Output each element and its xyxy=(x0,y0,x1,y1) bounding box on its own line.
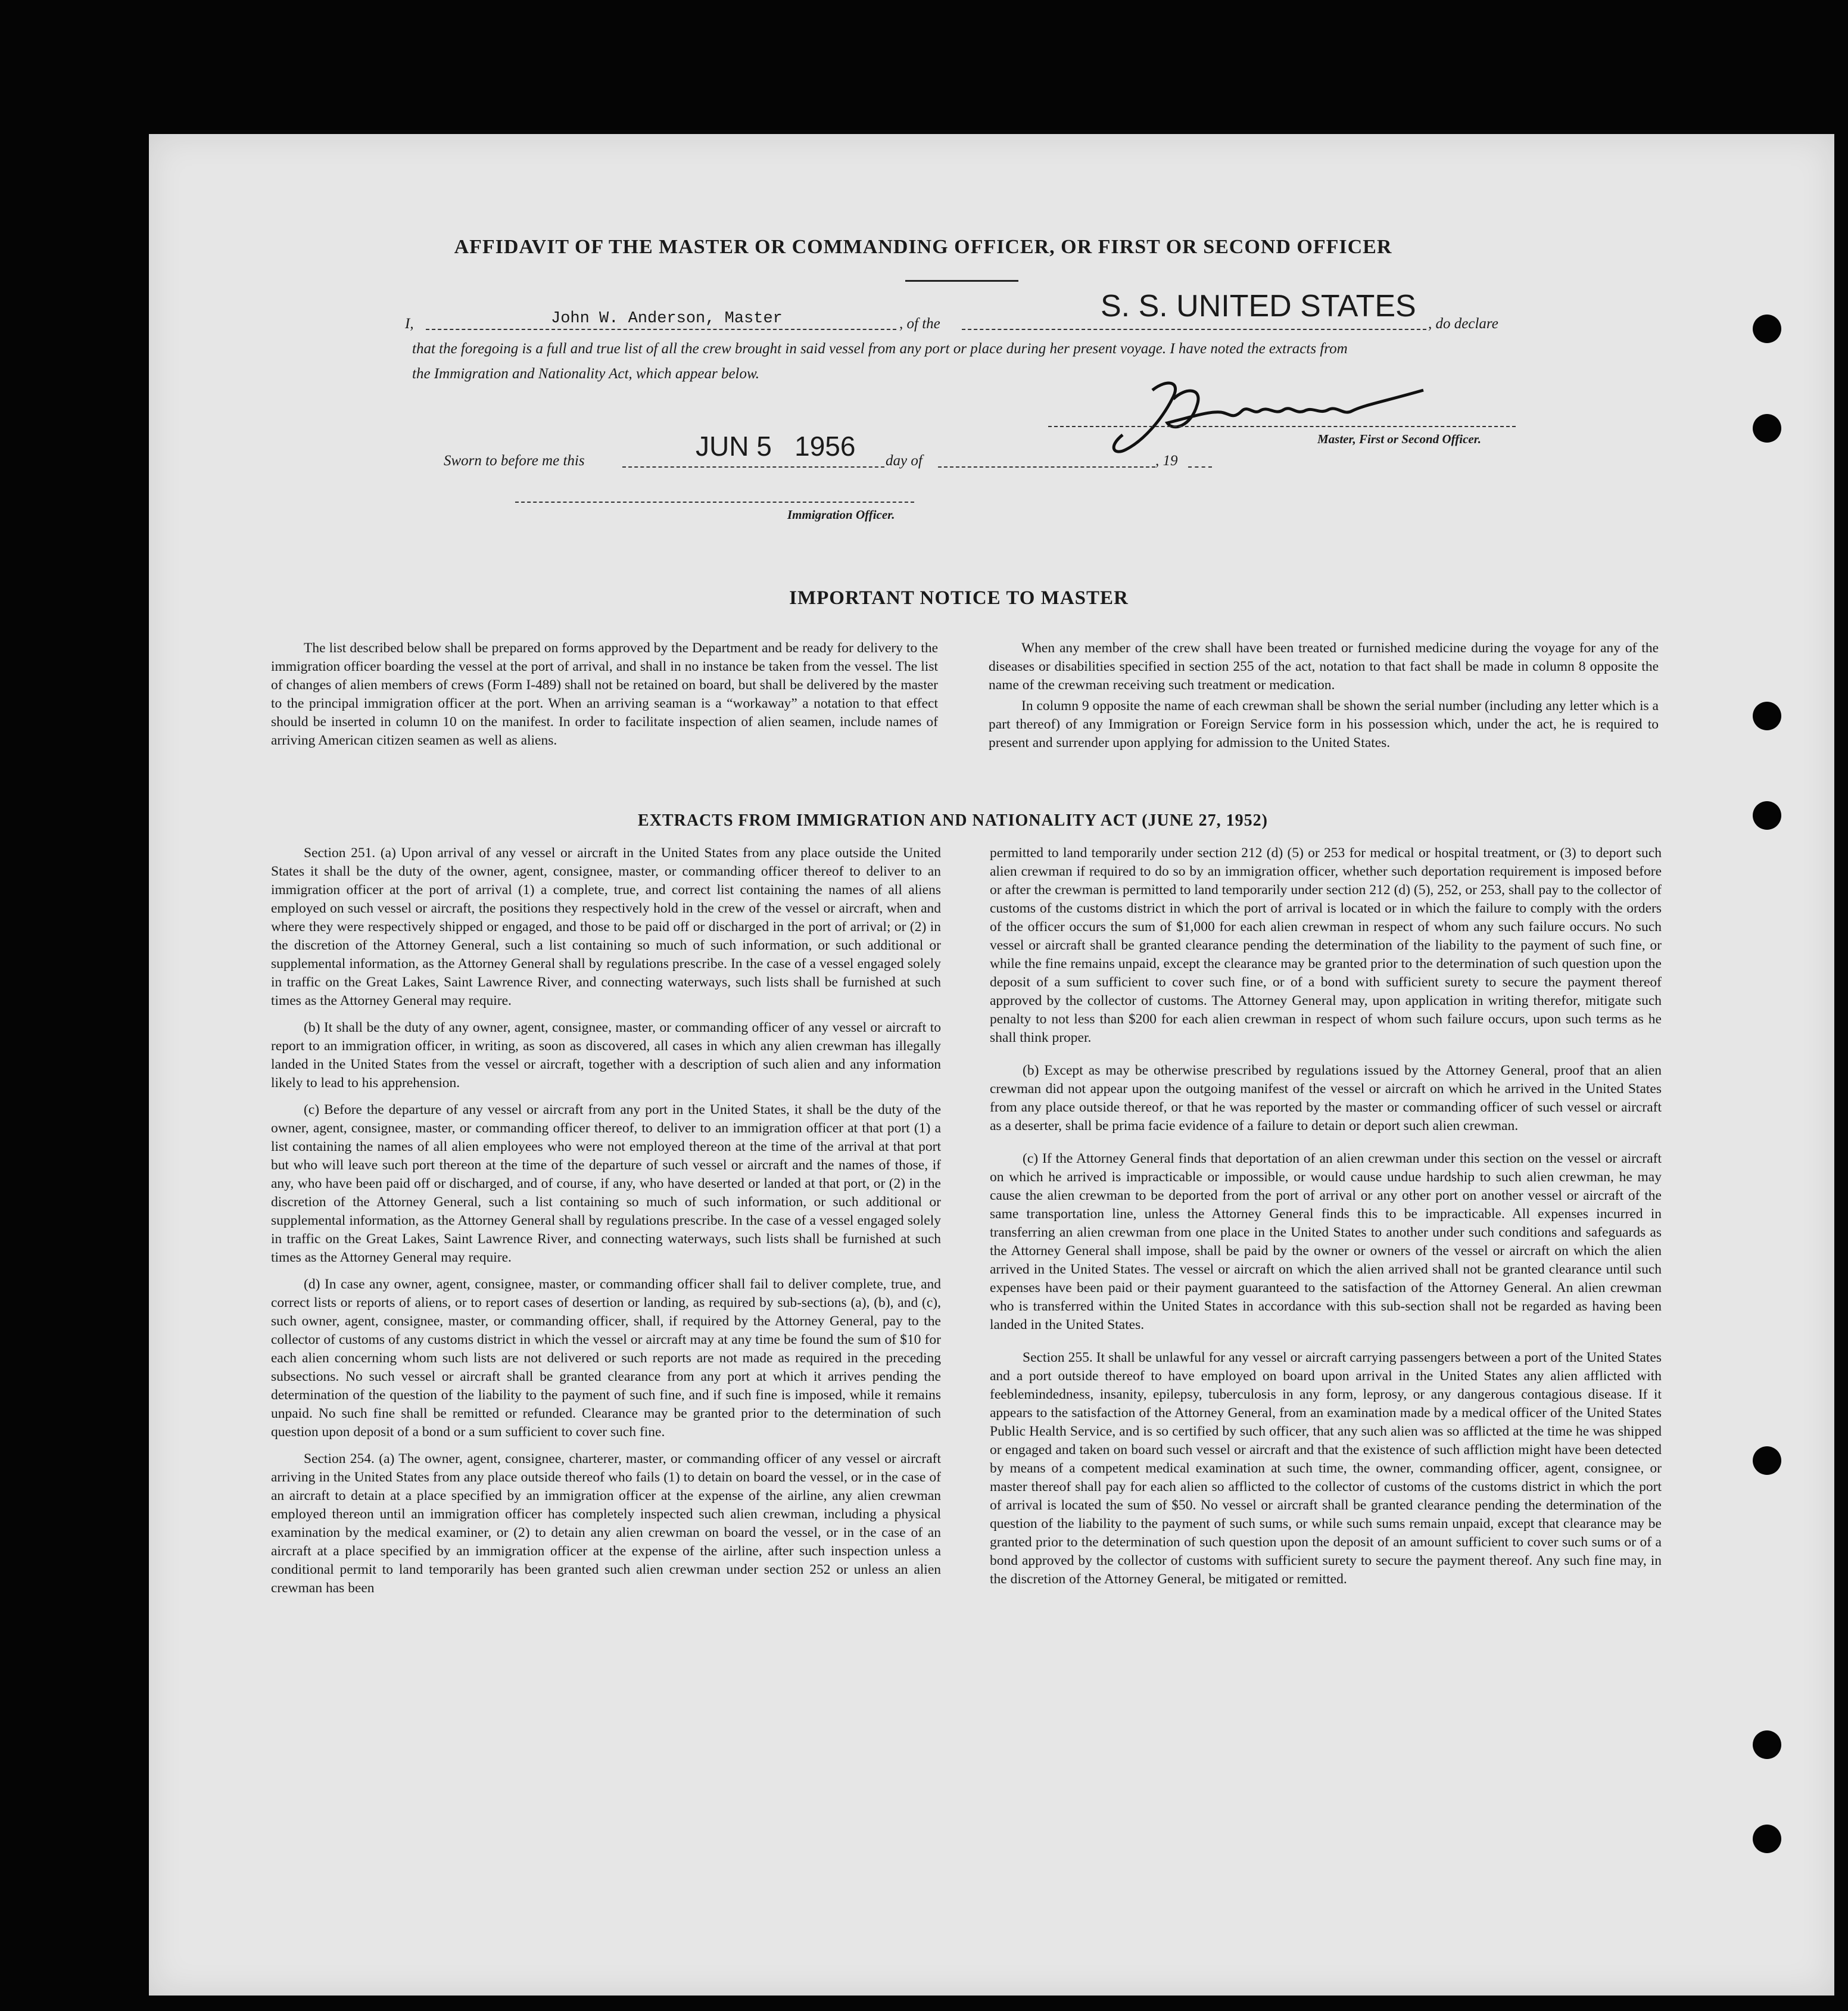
extracts-left-column xyxy=(271,844,941,1606)
notice-title: IMPORTANT NOTICE TO MASTER xyxy=(789,587,1129,609)
affidavit-i-label: I, xyxy=(405,316,414,332)
vessel-name: S. S. UNITED STATES xyxy=(1101,289,1416,323)
affidavit-title: AFFIDAVIT OF THE MASTER OR COMMANDING OFFICER, OR FIRST OR SECOND OFFICER xyxy=(454,236,1392,258)
binder-hole xyxy=(1753,315,1781,343)
section-251-c: (c) Before the departure of any vessel or aircraft from any port in the United States, it shall be the duty of the owner, agent, consignee, master, or commanding officer thereof, to deliver to an immigration officer at that port (1) a list containing the names of all alien employees who were not employed thereon at the time of the arrival at that port but who will leave such port thereon at the time of the departure of such vessel or aircraft and the names of those, if any, who have been paid off or discharged, and of course, if any, who have deserted or landed at that port, or (2) in the discretion of the Attorney General, such a list containing so much of such information, or such additional or supplemental information, as the Attorney General shall by regulations prescribe. In the case of a vessel engaged solely in traffic on the Great Lakes, Saint Lawrence River, and connecting waterways, such lists shall be furnished at such times as the Attorney General may require. xyxy=(271,1102,941,1265)
notice-right-paragraph-1: When any member of the crew shall have been treated or furnished medicine during the voyage for any of the diseases or disabilities specified in section 255 of the act, notation to that fact shall be made in column 8 opposite the name of the crewman receiving such treatment or medication. xyxy=(989,640,1659,693)
binder-hole xyxy=(1753,1825,1781,1853)
immigration-officer-caption: Immigration Officer. xyxy=(787,508,895,522)
master-name: John W. Anderson, Master xyxy=(551,310,783,328)
day-of-label: day of xyxy=(886,453,923,469)
notice-right-paragraph-2: In column 9 opposite the name of each crewman shall be shown the serial number (including any letter which is a part thereof) of any Immigration or Foreign Service form in his possession which, under the act, he is required to present and surrender upon applying for admission to the United States. xyxy=(989,698,1659,751)
signature-caption: Master, First or Second Officer. xyxy=(1317,432,1481,446)
affidavit-statement-line2: the Immigration and Nationality Act, which appear below. xyxy=(412,366,760,382)
binder-hole xyxy=(1753,1730,1781,1759)
binder-hole xyxy=(1753,801,1781,830)
vessel-line xyxy=(962,329,1426,330)
binder-hole xyxy=(1753,1446,1781,1475)
section-251-a: Section 251. (a) Upon arrival of any vessel or aircraft in the United States from any place outside the United States it shall be the duty of the owner, agent, consignee, master, or commanding officer thereof to deliver to an immigration officer at the port of arrival (1) a complete, true, and correct list containing the names of all aliens employed on such vessel or aircraft, the positions they respectively hold in the crew of the vessel or aircraft, when and where they were respectively shipped or engaged, and those to be paid off or discharged in the port of arrival; or (2) in the discretion of the Attorney General, such a list containing so much of such information, or such additional or supplemental information, as the Attorney General shall by regulations prescribe. In the case of a vessel engaged solely in traffic on the Great Lakes, Saint Lawrence River, and connecting waterways, such lists shall be furnished at such times as the Attorney General may require. xyxy=(271,845,941,1008)
section-254-a: Section 254. (a) The owner, agent, consignee, charterer, master, or commanding officer of any vessel or aircraft arriving in the United States from any place outside thereof who fails (1) to detain on board the vessel, or in the case of an aircraft to detain at a place specified by an immigration officer at the expense of the airline, any alien crewman employed thereon until an immigration officer has completely inspected such alien crewman, including a physical examination by the medical examiner, or (2) to detain any alien crewman on board the vessel, or in the case of an aircraft at a place specified by an immigration officer at the expense of the airline, after such inspection unless a conditional permit to land temporarily has been granted such alien crewman under section 252 or unless an alien crewman has been xyxy=(271,1451,941,1596)
notice-left-column xyxy=(271,639,938,758)
month-line xyxy=(938,466,1155,468)
year-line xyxy=(1188,466,1212,468)
extracts-title: EXTRACTS FROM IMMIGRATION AND NATIONALITY ACT (JUNE 27, 1952) xyxy=(638,811,1268,830)
immigration-officer-line xyxy=(515,502,914,503)
section-254-a-continued: permitted to land temporarily under section 212 (d) (5) or 253 for medical or hospital treatment, or (3) to deport such alien crewman if required to do so by an immigration officer, whether such deportation requirement is imposed before or after the crewman is permitted to land temporarily under section 212 (d) (5), 252, or 253, shall pay to the collector of customs of the customs district in which the port of arrival is located or in which the failure to comply with the orders of the officer occurs the sum of $1,000 for each alien crewman in respect of whom any such failure occurs. No such vessel or aircraft shall be granted clearance pending the determination of the liability to the payment of such fine, or while the fine remains unpaid, except the clearance may be granted prior to the determination of such question upon the deposit of a sum sufficient to cover such fine, or of a bond with sufficient surety to secure the payment thereof approved by the collector of customs. The Attorney General may, upon application in writing therefor, mitigate such penalty to not less than $200 for each alien crewman in respect of whom such failure occurs, upon such terms as he shall think proper. xyxy=(990,845,1662,1045)
binder-hole xyxy=(1753,702,1781,730)
section-254-b: (b) Except as may be otherwise prescribed by regulations issued by the Attorney General, proof that an alien crewman did not appear upon the outgoing manifest of the vessel or aircraft on which he arrived in the United States from any place outside thereof, or that he was reported by the master or commanding officer of such vessel or aircraft as a deserter, shall be prima facie evidence of a failure to detain or deport such alien crewman. xyxy=(990,1063,1662,1134)
year-label: , 19 xyxy=(1155,453,1178,469)
sworn-label: Sworn to before me this xyxy=(444,453,585,469)
section-255: Section 255. It shall be unlawful for any vessel or aircraft carrying passengers between a port of the United States and a port outside thereof to have employed on board upon arrival in the United States any alien afflicted with feeblemindedness, insanity, epilepsy, tuberculosis in any form, leprosy, or any dangerous contagious disease. If it appears to the satisfaction of the Attorney General, from an examination made by a medical officer of the United States Public Health Service, and is so certified by such officer, that any such alien was so afflicted at the time he was shipped or engaged and taken on board such vessel or aircraft and that the existence of such affliction might have been detected by means of a competent medical examination at such time, the owner, commanding officer, agent, consignee, or master thereof shall pay for each alien so afflicted to the collector of customs of the customs district in which the port of arrival is located the sum of $50. No vessel or aircraft shall be granted clearance pending the determination of the question of the liability to the payment of such sums, or while such sums remain unpaid, except that clearance may be granted prior to the determination of such question upon the deposit of an amount sufficient to cover such sums or of a bond approved by the collector of customs with sufficient surety to secure the payment thereof. Any such fine may, in the discretion of the Attorney General, be mitigated or remitted. xyxy=(990,1350,1662,1587)
affidavit-statement-line1: that the foregoing is a full and true list of all the crew brought in said vessel from any port or place during her present voyage. I have noted the extracts from xyxy=(412,341,1348,357)
sworn-date-line xyxy=(622,466,884,468)
section-251-d: (d) In case any owner, agent, consignee, master, or commanding officer shall fail to deliver complete, true, and correct lists or reports of aliens, or to report cases of desertion or landing, as required by sub-sections (a), (b), and (c), such owner, agent, consignee, master, or commanding officer, shall, if required by the Attorney General, pay to the collector of customs of any customs district in which the vessel or aircraft may at any time be found the sum of $10 for each alien concerning whom such lists are not delivered or such reports are not made as required in the preceding subsections. No such vessel or aircraft shall be granted clearance from any port at which it arrives pending the determination of the question of the liability to the payment of such fine, and if such fine is imposed, while it remains unpaid. No such fine shall be remitted or refunded. Clearance may be granted prior to the determination of such question upon deposit of a bond or a sum sufficient to cover such fine. xyxy=(271,1277,941,1440)
extracts-right-column xyxy=(990,844,1662,1597)
signature-line xyxy=(1048,426,1516,427)
sworn-date-stamp: JUN 5 1956 xyxy=(696,431,856,462)
section-254-c: (c) If the Attorney General finds that deportation of an alien crewman under this section on the vessel or aircraft on which he arrived is impracticable or impossible, or would cause undue hardship to such alien crewman, he may cause the alien crewman to be deported from the port of arrival or any other port on another vessel or aircraft of the same transportation line, unless the Attorney General finds this to be impracticable. All expenses incurred in transferring an alien crewman from one place in the United States to another under such conditions and safeguards as the Attorney General shall impose, shall be paid by the owner or owners of the vessel or aircraft on which the alien arrived in the United States. The vessel or aircraft on which the alien arrived shall not be granted clearance until such expenses have been paid or their payment guaranteed to the satisfaction of the Attorney General. An alien crewman who is transferred within the United States in accordance with this sub-section shall not be regarded as having been landed in the United States. xyxy=(990,1151,1662,1333)
binder-hole xyxy=(1753,414,1781,443)
notice-right-column xyxy=(989,639,1659,761)
notice-left-paragraph: The list described below shall be prepared on forms approved by the Department and be ready for delivery to the immigration officer boarding the vessel at the port of arrival, and shall in no instance be taken from the vessel. The list of changes of alien members of crews (Form I-489) shall not be retained on board, but shall be delivered by the master to the principal immigration officer at the port. When an arriving seaman is a “workaway” a notation to that effect should be inserted in column 10 on the manifest. In order to facilitate inspection of alien seamen, include names of arriving American citizen seamen as well as aliens. xyxy=(271,640,938,748)
do-declare-label: , do declare xyxy=(1428,316,1498,332)
title-rule xyxy=(905,280,1018,282)
of-the-label: , of the xyxy=(899,316,940,332)
master-name-line xyxy=(426,329,896,330)
section-251-b: (b) It shall be the duty of any owner, agent, consignee, master, or commanding officer of any vessel or aircraft to report to an immigration officer, in writing, as soon as discovered, all cases in which any alien crewman has illegally landed in the United States from the vessel or aircraft, together with a description of such alien and any information likely to lead to his apprehension. xyxy=(271,1020,941,1091)
